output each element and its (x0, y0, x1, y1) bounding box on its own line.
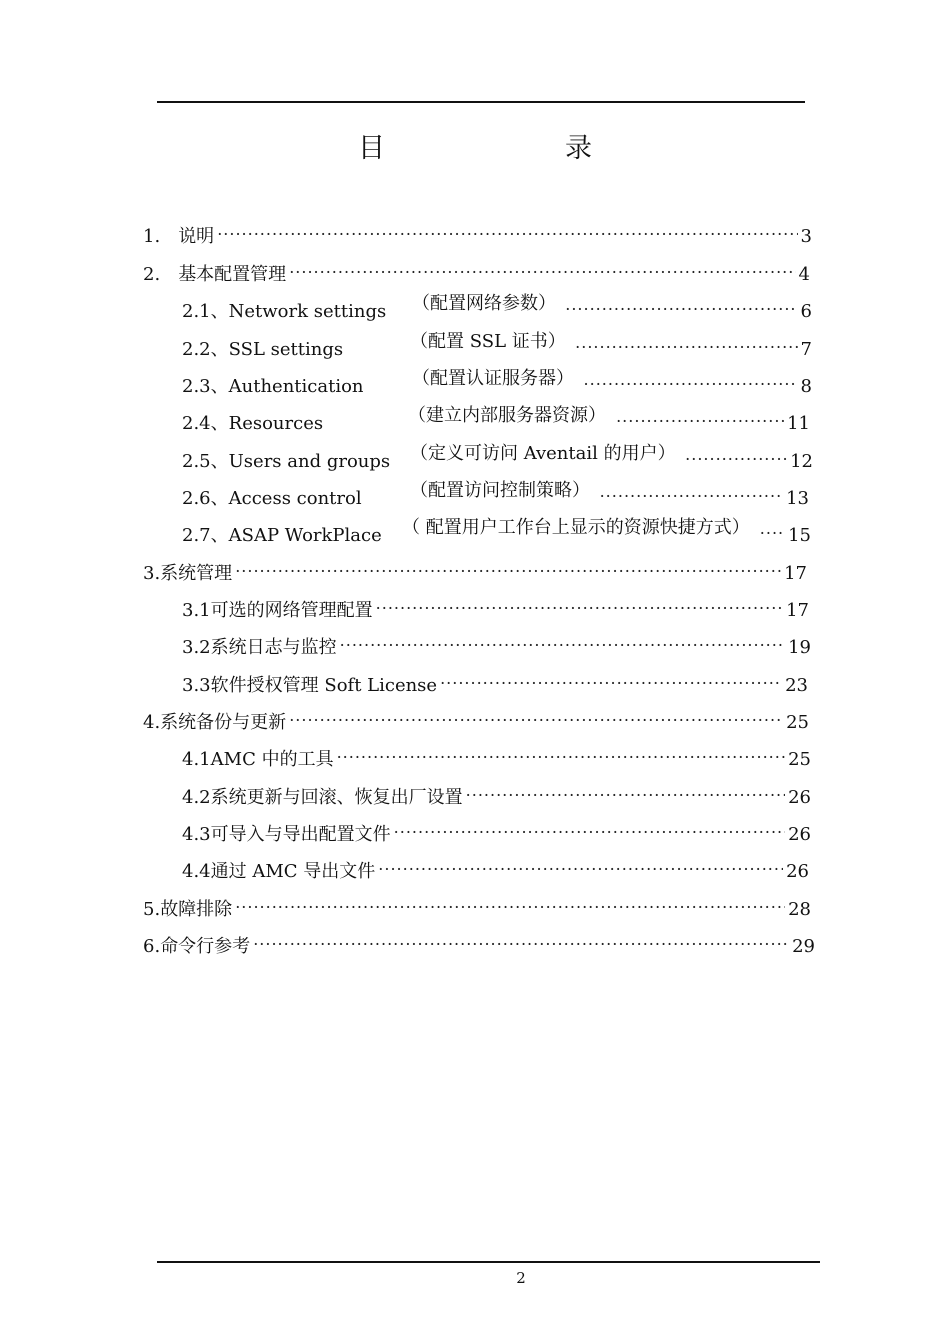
toc-entry-page: 6 (800, 301, 812, 322)
toc-leader-dots (600, 478, 784, 504)
toc-entry-title: 命令行参考 (160, 936, 251, 957)
toc-entry-title: Access control (228, 488, 362, 509)
toc-entry-number: 2. (143, 264, 179, 285)
toc-leader-dots (760, 515, 785, 541)
toc-entry-page: 8 (800, 376, 812, 397)
toc-entry-page: 26 (788, 824, 811, 845)
toc-entry-number: 2.6、 (182, 488, 229, 509)
toc-entry-number: 1. (143, 226, 179, 247)
toc-entry-page: 15 (788, 525, 811, 546)
toc-leader-dots (685, 441, 787, 467)
toc-entry-note: （定义可访问 Aventail 的用户） (410, 443, 676, 464)
toc-entry-number: 2.5、 (182, 451, 229, 472)
toc-entry[interactable] (182, 627, 811, 658)
toc-entry[interactable] (143, 926, 815, 957)
toc-leader-dots (394, 814, 785, 840)
footer-rule (157, 1261, 820, 1263)
toc-entry-number: 5. (143, 899, 161, 920)
toc-entry-note: （配置访问控制策略） (410, 480, 590, 501)
toc-entry-page: 11 (787, 413, 810, 434)
toc-entry-page: 26 (788, 787, 811, 808)
toc-entry[interactable] (182, 403, 810, 434)
toc-entry[interactable] (182, 329, 812, 360)
toc-entry[interactable] (143, 216, 812, 247)
toc-entry-page: 7 (800, 339, 812, 360)
toc-entry-note: （配置网络参数） (412, 293, 556, 314)
toc-entry[interactable] (182, 291, 812, 322)
toc-entry-note: （配置 SSL 证书） (410, 331, 566, 352)
toc-entry-page: 3 (800, 226, 812, 247)
toc-entry-number: 2.3、 (182, 376, 229, 397)
toc-entry-title: 系统日志与监控 (210, 637, 337, 658)
toc-leader-dots (235, 889, 785, 915)
toc-leader-dots (575, 329, 797, 355)
toc-entry-title: ASAP WorkPlace (228, 525, 382, 546)
toc-entry[interactable] (143, 889, 811, 920)
toc-entry-title: 软件授权管理 Soft License (210, 675, 438, 696)
toc-entry-page: 17 (784, 563, 807, 584)
toc-entry[interactable] (182, 478, 809, 509)
toc-entry[interactable] (182, 441, 813, 472)
toc-leader-dots (235, 553, 781, 579)
toc-entry-page: 4 (798, 264, 810, 285)
toc-leader-dots (289, 702, 783, 728)
toc-leader-dots (440, 665, 782, 691)
toc-leader-dots (340, 627, 785, 653)
toc-entry-page: 28 (788, 899, 811, 920)
toc-entry-number: 4.4 (182, 861, 211, 882)
toc-entry-note: （建立内部服务器资源） (408, 405, 606, 426)
toc-entry-number: 6. (143, 936, 161, 957)
toc-entry-title: 系统备份与更新 (160, 712, 287, 733)
toc-entry-title: Users and groups (228, 451, 391, 472)
toc-entry[interactable] (182, 366, 812, 397)
toc-title: 目 录 (358, 133, 634, 164)
toc-entry-page: 13 (786, 488, 809, 509)
toc-entry[interactable] (143, 254, 810, 285)
toc-leader-dots (289, 254, 795, 280)
toc-entry-title: 基本配置管理 (178, 264, 287, 285)
toc-entry[interactable] (182, 814, 811, 845)
toc-entry-number: 4.2 (182, 787, 211, 808)
toc-entry-title: 系统管理 (160, 563, 233, 584)
toc-entry-number: 3.3 (182, 675, 211, 696)
toc-leader-dots (376, 590, 783, 616)
toc-entry[interactable] (182, 515, 811, 546)
toc-leader-dots (378, 851, 783, 877)
toc-entry-number: 3.1 (182, 600, 211, 621)
toc-entry-title: 可导入与导出配置文件 (210, 824, 391, 845)
toc-entry-number: 4. (143, 712, 161, 733)
toc-entry-number: 2.4、 (182, 413, 229, 434)
toc-entry-number: 2.7、 (182, 525, 229, 546)
toc-entry-page: 25 (788, 749, 811, 770)
toc-entry[interactable] (143, 553, 807, 584)
toc-leader-dots (217, 216, 797, 242)
toc-entry[interactable] (182, 777, 811, 808)
toc-entry-number: 3. (143, 563, 161, 584)
toc-entry-page: 25 (786, 712, 809, 733)
toc-leader-dots (253, 926, 789, 952)
toc-entry-title: SSL settings (228, 339, 344, 360)
toc-entry[interactable] (182, 739, 811, 770)
toc-entry-title: 说明 (178, 226, 215, 247)
toc-leader-dots (466, 777, 785, 803)
toc-entry[interactable] (182, 665, 808, 696)
toc-entry-title: AMC 中的工具 (210, 749, 334, 770)
toc-entry-title: Resources (228, 413, 324, 434)
toc-entry[interactable] (182, 851, 809, 882)
toc-entry-page: 19 (788, 637, 811, 658)
toc-leader-dots (616, 403, 784, 429)
toc-entry-number: 3.2 (182, 637, 211, 658)
toc-entry[interactable] (182, 590, 809, 621)
toc-entry-note: （ 配置用户工作台上显示的资源快捷方式） (402, 517, 750, 538)
toc-entry-title: 通过 AMC 导出文件 (210, 861, 376, 882)
toc-entry-page: 12 (790, 451, 813, 472)
toc-entry-number: 2.1、 (182, 301, 229, 322)
toc-entry-title: 故障排除 (160, 899, 233, 920)
toc-entry-page: 26 (786, 861, 809, 882)
toc-entry-page: 17 (786, 600, 809, 621)
toc-leader-dots (584, 366, 798, 392)
toc-leader-dots (337, 739, 786, 765)
page-number: 2 (516, 1269, 526, 1287)
toc-entry-title: 系统更新与回滚、恢复出厂设置 (210, 787, 463, 808)
toc-entry-number: 2.2、 (182, 339, 229, 360)
toc-entry-title: 可选的网络管理配置 (210, 600, 373, 621)
toc-entry-title: Authentication (228, 376, 364, 397)
toc-leader-dots (565, 291, 797, 317)
toc-entry-page: 23 (785, 675, 808, 696)
toc-entry-number: 4.3 (182, 824, 211, 845)
toc-entry-number: 4.1 (182, 749, 211, 770)
toc-entry-note: （配置认证服务器） (412, 368, 574, 389)
toc-entry[interactable] (143, 702, 809, 733)
toc-entry-page: 29 (792, 936, 815, 957)
toc-entry-title: Network settings (228, 301, 387, 322)
